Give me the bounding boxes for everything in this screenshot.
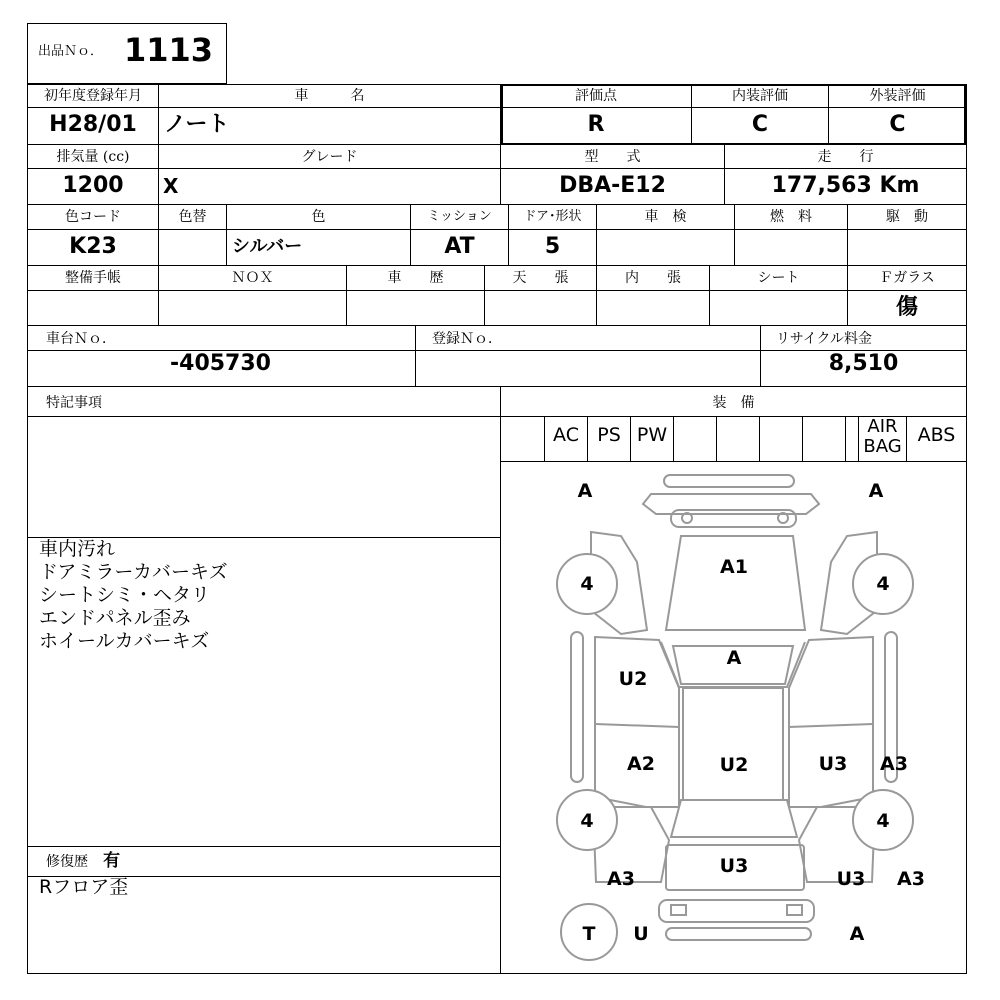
label-special-notes: 特記事項 <box>46 395 102 411</box>
label-car-name: 車 名 <box>294 88 365 104</box>
label-interior: 内装評価 <box>732 88 788 104</box>
label-displacement: 排気量 (cc) <box>56 149 130 165</box>
label-color: 色 <box>311 209 326 225</box>
note-line: 車内汚れ <box>39 538 116 560</box>
mark-spare-tire: T <box>582 923 596 945</box>
value-car-name: ノート <box>164 112 230 137</box>
mark-right-rear-door: U3 <box>818 753 848 775</box>
label-inner-lining: 内 張 <box>625 270 681 286</box>
value-color-code: K23 <box>69 234 117 259</box>
repair-history-header <box>46 850 120 873</box>
mark-right-rear: A3 <box>880 753 908 775</box>
value-chassis-no: -405730 <box>170 351 271 376</box>
equip-abs: ABS <box>917 424 956 446</box>
mark-rear-bumper-right: A <box>849 923 865 945</box>
label-mileage: 走 行 <box>817 149 874 165</box>
equip-ac: AC <box>553 424 579 446</box>
equip-airbag: AIR BAG <box>863 416 902 457</box>
label-model: 型 式 <box>584 149 641 165</box>
label-roof-lining: 天 張 <box>512 270 569 286</box>
label-fuel: 燃 料 <box>770 209 812 225</box>
mark-front-left: A <box>577 480 593 502</box>
note-line: ドアミラーカバーキズ <box>39 561 228 583</box>
mark-windshield: A <box>726 647 742 669</box>
mark-rear-right: A3 <box>897 868 925 890</box>
label-first-registration: 初年度登録年月 <box>44 88 142 104</box>
value-mileage: 177,563 Km <box>771 173 920 198</box>
mark-tire-front-right: 4 <box>876 573 890 595</box>
mark-rear-bumper-left: U <box>633 923 649 945</box>
value-score: R <box>587 112 605 137</box>
label-score: 評価点 <box>575 88 617 104</box>
mark-front-right: A <box>868 480 884 502</box>
value-model: DBA-E12 <box>559 173 666 198</box>
equip-ps: PS <box>597 424 621 446</box>
label-grade: グレード <box>301 149 358 165</box>
label-color-code: 色コード <box>65 209 121 225</box>
label-equipment: 装 備 <box>712 395 755 411</box>
label-front-glass: Ｆガラス <box>879 270 935 286</box>
label-mission: ミッション <box>427 209 492 224</box>
special-notes-list <box>39 538 228 653</box>
mark-tire-front-left: 4 <box>580 573 594 595</box>
label-recycle-fee: リサイクル料金 <box>776 331 873 347</box>
label-maintenance: 整備手帳 <box>65 270 121 286</box>
value-displacement: 1200 <box>62 173 124 198</box>
note-line: エンドパネル歪み <box>39 607 191 629</box>
mark-rear-left: A3 <box>607 868 635 890</box>
value-exterior: C <box>889 112 906 137</box>
label-history: 車 歴 <box>387 270 444 286</box>
note-line: ホイールカバーキズ <box>39 630 210 652</box>
value-color: シルバー <box>232 236 303 257</box>
value-recycle-fee: 8,510 <box>828 351 899 376</box>
label-nox: ＮＯＸ <box>231 270 274 286</box>
label-inspection: 車 検 <box>644 209 687 225</box>
car-condition-diagram <box>501 462 966 973</box>
value-front-glass: 傷 <box>895 294 918 320</box>
label-chassis-no: 車台Ｎｏ． <box>46 331 116 347</box>
lot-number-box <box>27 23 227 84</box>
lot-number-value: 1113 <box>124 31 214 69</box>
mark-rear-right-door: U3 <box>836 868 866 890</box>
value-interior: C <box>751 112 769 137</box>
value-door: 5 <box>544 234 561 259</box>
equip-pw: PW <box>636 424 668 446</box>
mark-tire-rear-left: 4 <box>580 810 594 832</box>
value-mission: AT <box>444 234 475 259</box>
mark-tire-rear-right: 4 <box>876 810 890 832</box>
mark-left-rear-door: A2 <box>627 753 655 775</box>
value-grade: X <box>163 174 179 198</box>
mark-hood: A1 <box>720 556 748 578</box>
note-line: シートシミ・ヘタリ <box>39 584 211 606</box>
mark-left-front-door: U2 <box>618 668 648 690</box>
value-repair-history: 有 <box>103 851 121 871</box>
label-recolor: 色替 <box>178 209 207 225</box>
repair-history-detail: Rフロア歪 <box>39 876 129 898</box>
mark-trunk: U3 <box>719 855 749 877</box>
value-first-registration: H28/01 <box>49 112 137 137</box>
label-repair-history: 修復歴 <box>46 854 88 870</box>
mark-roof: U2 <box>719 754 749 776</box>
label-drive: 駆 動 <box>886 209 928 225</box>
label-exterior: 外装評価 <box>869 88 926 104</box>
lot-number-label: 出品Ｎｏ． <box>38 44 104 59</box>
label-door: ドア･形状 <box>523 209 582 224</box>
label-seat: シート <box>757 270 800 286</box>
label-registration-no: 登録Ｎｏ． <box>432 331 502 347</box>
